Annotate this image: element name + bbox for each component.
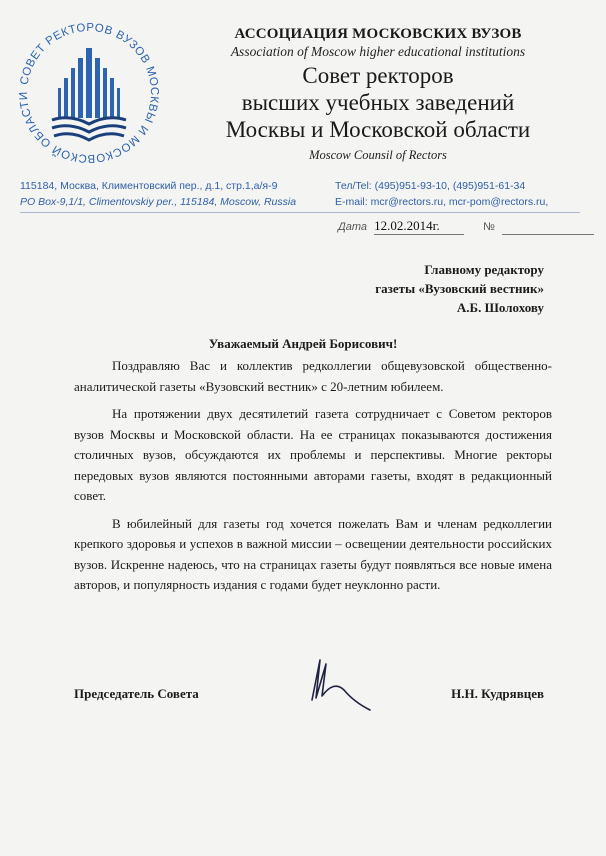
addressee-line: Главному редактору bbox=[424, 262, 544, 277]
signatory-title: Председатель Совета bbox=[74, 686, 199, 701]
council-title bbox=[168, 62, 588, 143]
book-icon bbox=[52, 118, 126, 140]
paragraph: На протяжении двух десятилетий газета сотрудничает с Советом ректоров вузов Москвы и Московской области. На ее страницах показываются достижения столичных вузов, обсуждаются их проблемы и перспективы. Многие ректоры передовых вузов являются постоянными авторами газеты, входят в редакционный совет. bbox=[74, 406, 552, 503]
signatory-name: Н.Н. Кудрявцев bbox=[451, 686, 544, 701]
addressee-line: А.Б. Шолохову bbox=[456, 300, 544, 315]
number-blank bbox=[502, 222, 594, 235]
email: E-mail: mcr@rectors.ru, mcr-pom@rectors.ru, bbox=[335, 196, 549, 208]
date-number-row bbox=[338, 218, 594, 235]
letter-body bbox=[74, 356, 552, 603]
telephone: Тел/Tel: (495)951-93-10, (495)951-61-34 bbox=[335, 180, 526, 192]
number-label: № bbox=[483, 221, 495, 233]
header-divider bbox=[20, 212, 580, 213]
addressee-block bbox=[375, 260, 544, 317]
paragraph: В юбилейный для газеты год хочется пожелать Вам и членам редколлегии крепкого здоровья и успехов в важной миссии – освещении деятельности российских вузов. Искренне надеюсь, что на страницах газеты будут появляться все новые имена авторов, и популярность издания с годами будет неуклонно расти. bbox=[74, 515, 552, 592]
council-logo bbox=[14, 18, 164, 168]
council-title-en: Moscow Counsil of Rectors bbox=[309, 148, 447, 162]
building-icon bbox=[58, 48, 120, 118]
addressee-line: газеты «Вузовский вестник» bbox=[375, 281, 544, 296]
date-label: Дата bbox=[338, 221, 368, 233]
council-title-line: Москвы и Московской области bbox=[225, 117, 531, 142]
association-title: АССОЦИАЦИЯ МОСКОВСКИХ ВУЗОВ bbox=[234, 26, 522, 42]
handwritten-signature bbox=[282, 650, 382, 720]
association-title-en: Association of Moscow higher educational institutions bbox=[230, 44, 526, 59]
paragraph: Поздравляю Вас и коллектив редколлегии общевузовской общественно-аналитической газеты «Вузовский вестник» с 20-летним юбилеем. bbox=[74, 358, 552, 394]
logo-ring-text: СОВЕТ РЕКТОРОВ ВУЗОВ МОСКВЫ И МОСКОВСКОЙ ОБЛАСТИ bbox=[17, 21, 161, 165]
council-title-line: высших учебных заведений bbox=[241, 90, 515, 115]
council-title-line: Совет ректоров bbox=[302, 63, 454, 88]
salutation: Уважаемый Андрей Борисович! bbox=[208, 336, 398, 351]
date-value: 12.02.2014г. bbox=[374, 218, 464, 235]
address-en: PO Box-9,1/1, Climentovskiy per., 115184, Moscow, Russia bbox=[20, 196, 297, 208]
address-ru: 115184, Москва, Климентовский пер., д.1, стр.1,а/я-9 bbox=[20, 180, 278, 192]
